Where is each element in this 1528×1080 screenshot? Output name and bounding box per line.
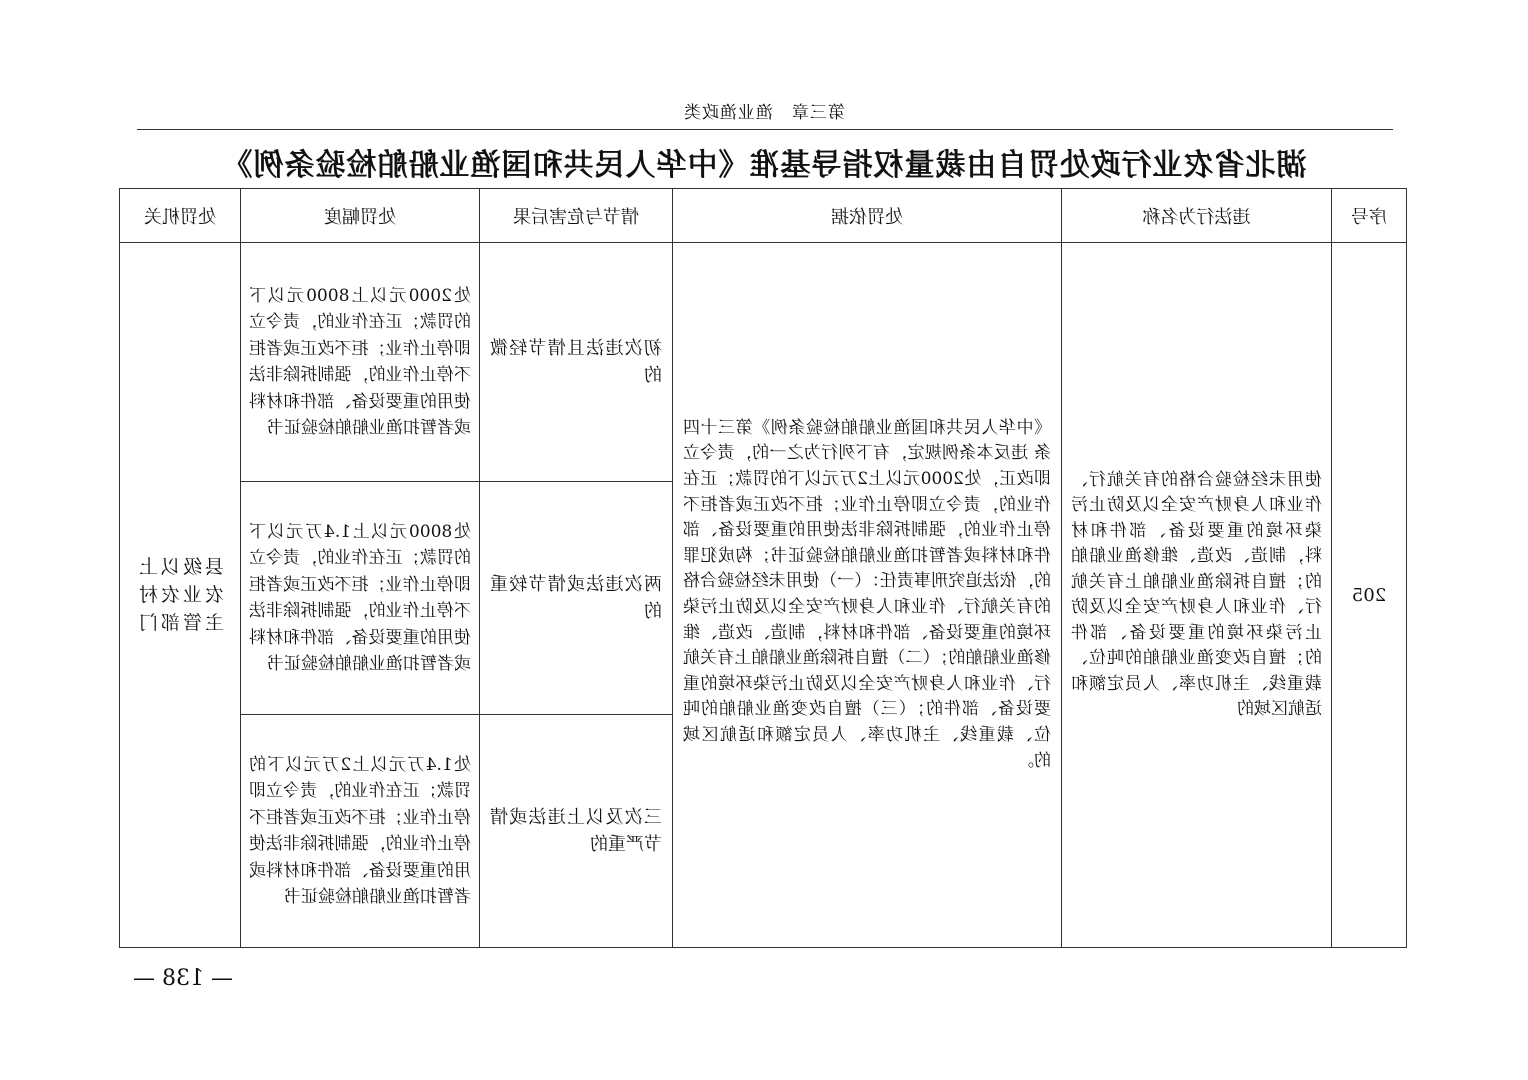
cell-basis bbox=[673, 243, 1062, 948]
cell-name bbox=[1062, 243, 1332, 948]
header-name: 违法行为名称 bbox=[1062, 189, 1332, 243]
circumstance-text: 两次违法或情节较重的 bbox=[490, 574, 662, 622]
circumstance-text: 三次及以上违法或情节严重的 bbox=[490, 807, 662, 855]
header-authority: 处罚机关 bbox=[120, 189, 241, 243]
cell-circumstance-3 bbox=[480, 715, 673, 948]
circumstance-text: 初次违法且情节轻微的 bbox=[490, 338, 662, 386]
cell-seq: 205 bbox=[1332, 243, 1407, 948]
chapter-header: 第三章 渔业渔政类 bbox=[683, 103, 845, 123]
penalty-range-text: 处1.4万元以上2万元以下的罚款；正在作业的，责令立即停止作业；拒不改正或者拒不停止作业的，强制拆除非法使用的重要设备、部件和材料或者暂扣渔业船舶检验证书 bbox=[249, 754, 471, 907]
page-number: — 138 — bbox=[133, 966, 233, 991]
cell-authority bbox=[120, 243, 241, 948]
cell-range-2 bbox=[241, 482, 480, 715]
header-range: 处罚幅度 bbox=[241, 189, 480, 243]
table-row bbox=[120, 243, 1407, 482]
header-circumstance: 情节与危害后果 bbox=[480, 189, 673, 243]
cell-circumstance-1 bbox=[480, 243, 673, 482]
cell-range-1 bbox=[241, 243, 480, 482]
penalty-basis-text: 《中华人民共和国渔业船舶检验条例》第三十四条 违反本条例规定，有下列行为之一的，责令立即改正，处2000元以上2万元以下的罚款；正在作业的，责令立即停止作业；拒不改正或者拒不停止作业的，强制拆除非法使用的重要设备、部件和材料或者暂扣渔业船舶检验证书；构成犯罪的，依法追究刑事责任：（一）使用未经检验合格的有关航行、作业和人身财产安全以及防止污染环境的重要设备、部件和材料，制造、改造、维修渔业船舶的；（二）擅自拆除渔业船舶上有关航行、作业和人身财产安全以及防止污染环境的重要设备、部件的；（三）擅自改变渔业船舶的吨位、载重线、主机功率、人员定额和适航区域的。 bbox=[683, 417, 1051, 771]
violation-name-text: 使用未经检验合格的有关航行、作业和人身财产安全以及防止污染环境的重要设备、部件和材料，制造、改造、维修渔业船舶的；擅自拆除渔业船舶上有关航行、作业和人身财产安全以及防止污染环境的重要设备、部件的；擅自改变渔业船舶的吨位、载重线、主机功率、人员定额和适航区域的 bbox=[1071, 469, 1322, 719]
authority-text: 县级以上农业农村主管部门 bbox=[136, 556, 225, 634]
cell-circumstance-2 bbox=[480, 482, 673, 715]
header-basis: 处罚依据 bbox=[673, 189, 1062, 243]
document-title: 湖北省农业行政处罚自由裁量权指导基准《中华人民共和国渔业船舶检验条例》 bbox=[221, 148, 1307, 183]
cell-range-3 bbox=[241, 715, 480, 948]
penalty-table bbox=[119, 188, 1407, 948]
penalty-range-text: 处8000元以上1.4万元以下的罚款；正在作业的，责令立即停止作业；拒不改正或者拒不停止作业的，强制拆除非法使用的重要设备、部件和材料或者暂扣渔业船舶检验证书 bbox=[249, 521, 471, 674]
header-divider bbox=[137, 129, 1393, 130]
penalty-range-text: 处2000元以上8000元以下的罚款；正在作业的，责令立即停止作业；拒不改正或者拒不停止作业的，强制拆除非法使用的重要设备、部件和材料或者暂扣渔业船舶检验证书 bbox=[249, 285, 471, 438]
table-header-row bbox=[120, 189, 1407, 243]
header-seq: 序号 bbox=[1332, 189, 1407, 243]
